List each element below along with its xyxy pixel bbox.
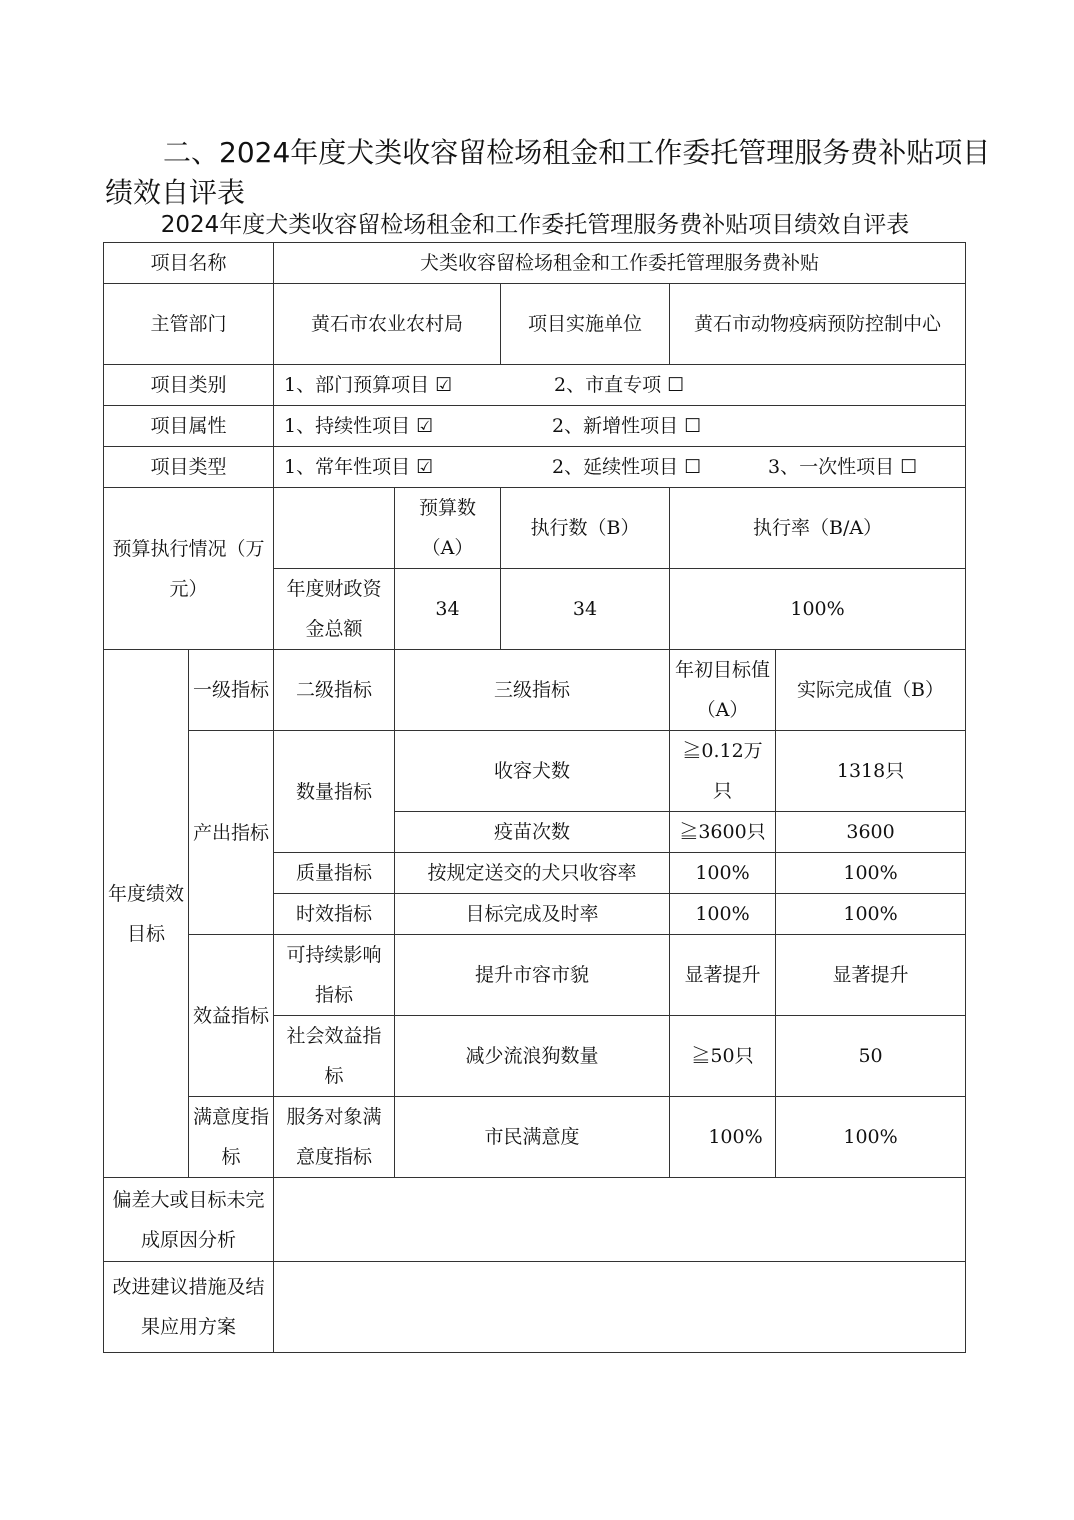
budget-col-rate: 执行率（B/A） [670, 488, 966, 569]
category-option-city-special: 2、市直专项 ☐ [554, 374, 685, 396]
category-options [274, 365, 966, 406]
quality-indicator-label: 质量指标 [274, 853, 395, 894]
attr-options [274, 406, 966, 447]
goals-header-level1: 一级指标 [189, 650, 274, 731]
budget-col-b: 执行数（B） [501, 488, 670, 569]
quality-name: 按规定送交的犬只收容率 [395, 853, 670, 894]
type-options [274, 447, 966, 488]
attr-option-new: 2、新增性项目 ☐ [552, 415, 702, 437]
table-title: 2024年度犬类收容留检场租金和工作委托管理服务费补贴项目绩效自评表 [160, 212, 910, 238]
q1-name: 收容犬数 [395, 731, 670, 812]
social-indicator-label: 社会效益指标 [274, 1016, 395, 1097]
attr-option-continuing: 1、持续性项目 ☑ [284, 415, 434, 437]
q1-actual: 1318只 [776, 731, 966, 812]
performance-self-evaluation-table [103, 242, 966, 1353]
time-actual: 100% [776, 894, 966, 935]
service-target: 100% [670, 1097, 776, 1178]
page-heading [105, 133, 1010, 213]
sustain-indicator-label: 可持续影响指标 [274, 935, 395, 1016]
service-name: 市民满意度 [395, 1097, 670, 1178]
time-target: 100% [670, 894, 776, 935]
category-option-dept-budget: 1、部门预算项目 ☑ [284, 374, 453, 396]
goals-header-level2: 二级指标 [274, 650, 395, 731]
sustain-actual: 显著提升 [776, 935, 966, 1016]
heading-line-1: 二、2024年度犬类收容留检场租金和工作委托管理服务费补贴项目 [163, 136, 991, 169]
improvement-value [274, 1262, 966, 1353]
q2-name: 疫苗次数 [395, 812, 670, 853]
goals-header-level3: 三级指标 [395, 650, 670, 731]
deviation-label: 偏差大或目标未完成原因分析 [104, 1178, 274, 1262]
social-name: 减少流浪狗数量 [395, 1016, 670, 1097]
goals-header-actual: 实际完成值（B） [776, 650, 966, 731]
service-actual: 100% [776, 1097, 966, 1178]
quantity-indicator-label: 数量指标 [274, 731, 395, 853]
q1-target: ≧0.12万只 [670, 731, 776, 812]
benefit-indicator-label: 效益指标 [189, 935, 274, 1097]
budget-row-label: 年度财政资金总额 [274, 569, 395, 650]
q2-target: ≧3600只 [670, 812, 776, 853]
quality-actual: 100% [776, 853, 966, 894]
service-indicator-label: 服务对象满意度指标 [274, 1097, 395, 1178]
dept-value: 黄石市农业农村局 [274, 284, 501, 365]
dept-label: 主管部门 [104, 284, 274, 365]
sustain-target: 显著提升 [670, 935, 776, 1016]
improvement-label: 改进建议措施及结果应用方案 [104, 1262, 274, 1353]
type-label: 项目类型 [104, 447, 274, 488]
budget-corner [274, 488, 395, 569]
social-target: ≧50只 [670, 1016, 776, 1097]
quality-target: 100% [670, 853, 776, 894]
budget-b-value: 34 [501, 569, 670, 650]
budget-a-value: 34 [395, 569, 501, 650]
budget-rate-value: 100% [670, 569, 966, 650]
budget-col-a: 预算数（A） [395, 488, 501, 569]
time-indicator-label: 时效指标 [274, 894, 395, 935]
deviation-value [274, 1178, 966, 1262]
q2-actual: 3600 [776, 812, 966, 853]
goals-label: 年度绩效目标 [104, 650, 189, 1178]
unit-value: 黄石市动物疫病预防控制中心 [670, 284, 966, 365]
type-option-one-time: 3、一次性项目 ☐ [768, 456, 918, 478]
goals-header-target: 年初目标值（A） [670, 650, 776, 731]
type-option-annual: 1、常年性项目 ☑ [284, 456, 434, 478]
project-name-value: 犬类收容留检场租金和工作委托管理服务费补贴 [274, 243, 966, 284]
output-indicator-label: 产出指标 [189, 731, 274, 935]
social-actual: 50 [776, 1016, 966, 1097]
project-name-label: 项目名称 [104, 243, 274, 284]
satisfaction-indicator-label: 满意度指标 [189, 1097, 274, 1178]
heading-line-2: 绩效自评表 [105, 176, 246, 209]
time-name: 目标完成及时率 [395, 894, 670, 935]
unit-label: 项目实施单位 [501, 284, 670, 365]
attr-label: 项目属性 [104, 406, 274, 447]
type-option-extended: 2、延续性项目 ☐ [552, 456, 702, 478]
budget-label: 预算执行情况（万元） [104, 488, 274, 650]
category-label: 项目类别 [104, 365, 274, 406]
sustain-name: 提升市容市貌 [395, 935, 670, 1016]
